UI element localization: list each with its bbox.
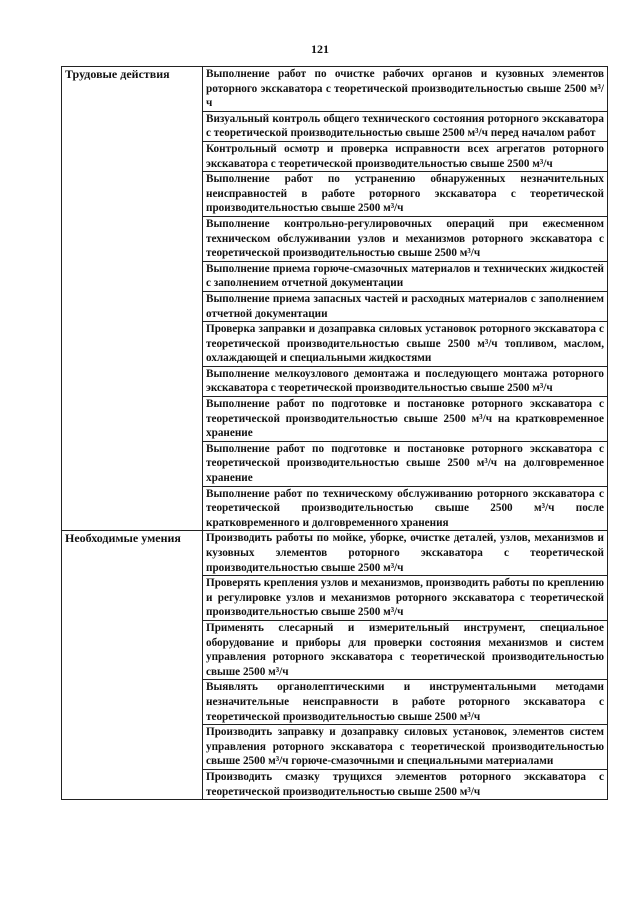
- labor-action-text: Выполнение работ по подготовке и постановке роторного экскаватора с теоретической производительностью свыше 2500 м³/ч на долговременное хранение: [206, 442, 604, 485]
- table-cell: [203, 322, 608, 367]
- labor-action-text: Выполнение работ по устранению обнаруженных незначительных неисправностей в работе роторного экскаватора с теоретической производительностью свыше 2500 м³/ч: [206, 173, 604, 215]
- labor-action-text: Контрольный осмотр и проверка исправности всех агрегатов роторного экскаватора с теоретической производительностью свыше 2500 м³/ч: [206, 142, 604, 170]
- labor-action-text: Визуальный контроль общего технического состояния роторного экскаватора с теоретической производительностью свыше 2500 м³/ч перед началом работ: [206, 112, 604, 140]
- table-cell: [203, 620, 608, 679]
- skill-text: Производить работы по мойке, уборке, очистке деталей, узлов, механизмов и кузовных элементов роторного экскаватора с теоретической производительностью свыше 2500 м³/ч: [206, 532, 604, 574]
- labor-action-text: Выполнение работ по подготовке и постановке роторного экскаватора с теоретической производительностью свыше 2500 м³/ч на кратковременное хранение: [206, 398, 604, 440]
- table-row: [62, 67, 608, 112]
- table-cell: [203, 486, 608, 531]
- table-cell: [203, 397, 608, 442]
- skill-text: Проверять крепления узлов и механизмов, производить работы по креплению и регулировке узлов и механизмов роторного экскаватора с теоретической производительностью свыше 2500 м³/ч: [206, 577, 604, 619]
- skill-text: Производить заправку и дозаправку силовых установок, элементов систем управления роторного экскаватора с теоретической производительностью свыше 2500 м³/ч горюче-смазочными и специальными материалами: [206, 726, 604, 768]
- skill-text: Производить смазку трущихся элементов роторного экскаватора с теоретической производительностью свыше 2500 м³/ч: [206, 770, 604, 798]
- page-number: 121: [311, 42, 329, 56]
- table-cell: [203, 291, 608, 321]
- table-cell: [203, 680, 608, 725]
- labor-action-text: Выполнение мелкоузлового демонтажа и последующего монтажа роторного экскаватора с теоретической производительностью свыше 2500 м³/ч: [206, 367, 604, 395]
- skill-text: Применять слесарный и измерительный инструмент, специальное оборудование и приборы для проверки состояния механизмов и систем управления роторного экскаватора с теоретической производительностью свыше 2500 м³/ч: [206, 621, 604, 678]
- section-label-labor-actions: Трудовые действия: [62, 67, 203, 531]
- table-cell: [203, 366, 608, 396]
- labor-action-text: Выполнение приема запасных частей и расходных материалов с заполнением отчетной документации: [206, 292, 604, 320]
- table-cell: [203, 67, 608, 112]
- table-cell: [203, 172, 608, 217]
- table-cell: [203, 725, 608, 770]
- table-cell: [203, 576, 608, 621]
- table-row: [62, 531, 608, 576]
- labor-action-text: Выполнение контрольно-регулировочных операций при ежесменном техническом обслуживании узлов и механизмов роторного экскаватора с теоретической производительностью свыше 2500 м³/ч: [206, 217, 604, 260]
- labor-action-text: Выполнение работ по очистке рабочих органов и кузовных элементов роторного экскаватора с теоретической производительностью свыше 2500 м³/ч: [206, 68, 604, 110]
- skill-text: Выявлять органолептическими и инструментальными методами незначительные неисправности в работе роторного экскаватора с теоретической производительностью свыше 2500 м³/ч: [206, 681, 604, 723]
- labor-action-text: Проверка заправки и дозаправка силовых установок роторного экскаватора с теоретической производительностью свыше 2500 м³/ч топливом, маслом, охлаждающей и специальными жидкостями: [206, 323, 604, 365]
- labor-action-text: Выполнение работ по техническому обслуживанию роторного экскаватора с теоретической производительностью свыше 2500 м³/ч после кратковременного и долговременного хранения: [206, 487, 604, 529]
- section-label-required-skills: Необходимые умения: [62, 531, 203, 800]
- table-cell: [203, 261, 608, 291]
- table-cell: [203, 441, 608, 486]
- table-cell: [203, 531, 608, 576]
- table-cell: [203, 769, 608, 799]
- table-cell: [203, 111, 608, 141]
- competency-table: [61, 66, 608, 800]
- table-cell: [203, 141, 608, 171]
- table-cell: [203, 216, 608, 261]
- labor-action-text: Выполнение приема горюче-смазочных материалов и технических жидкостей с заполнением отчетной документации: [206, 262, 604, 290]
